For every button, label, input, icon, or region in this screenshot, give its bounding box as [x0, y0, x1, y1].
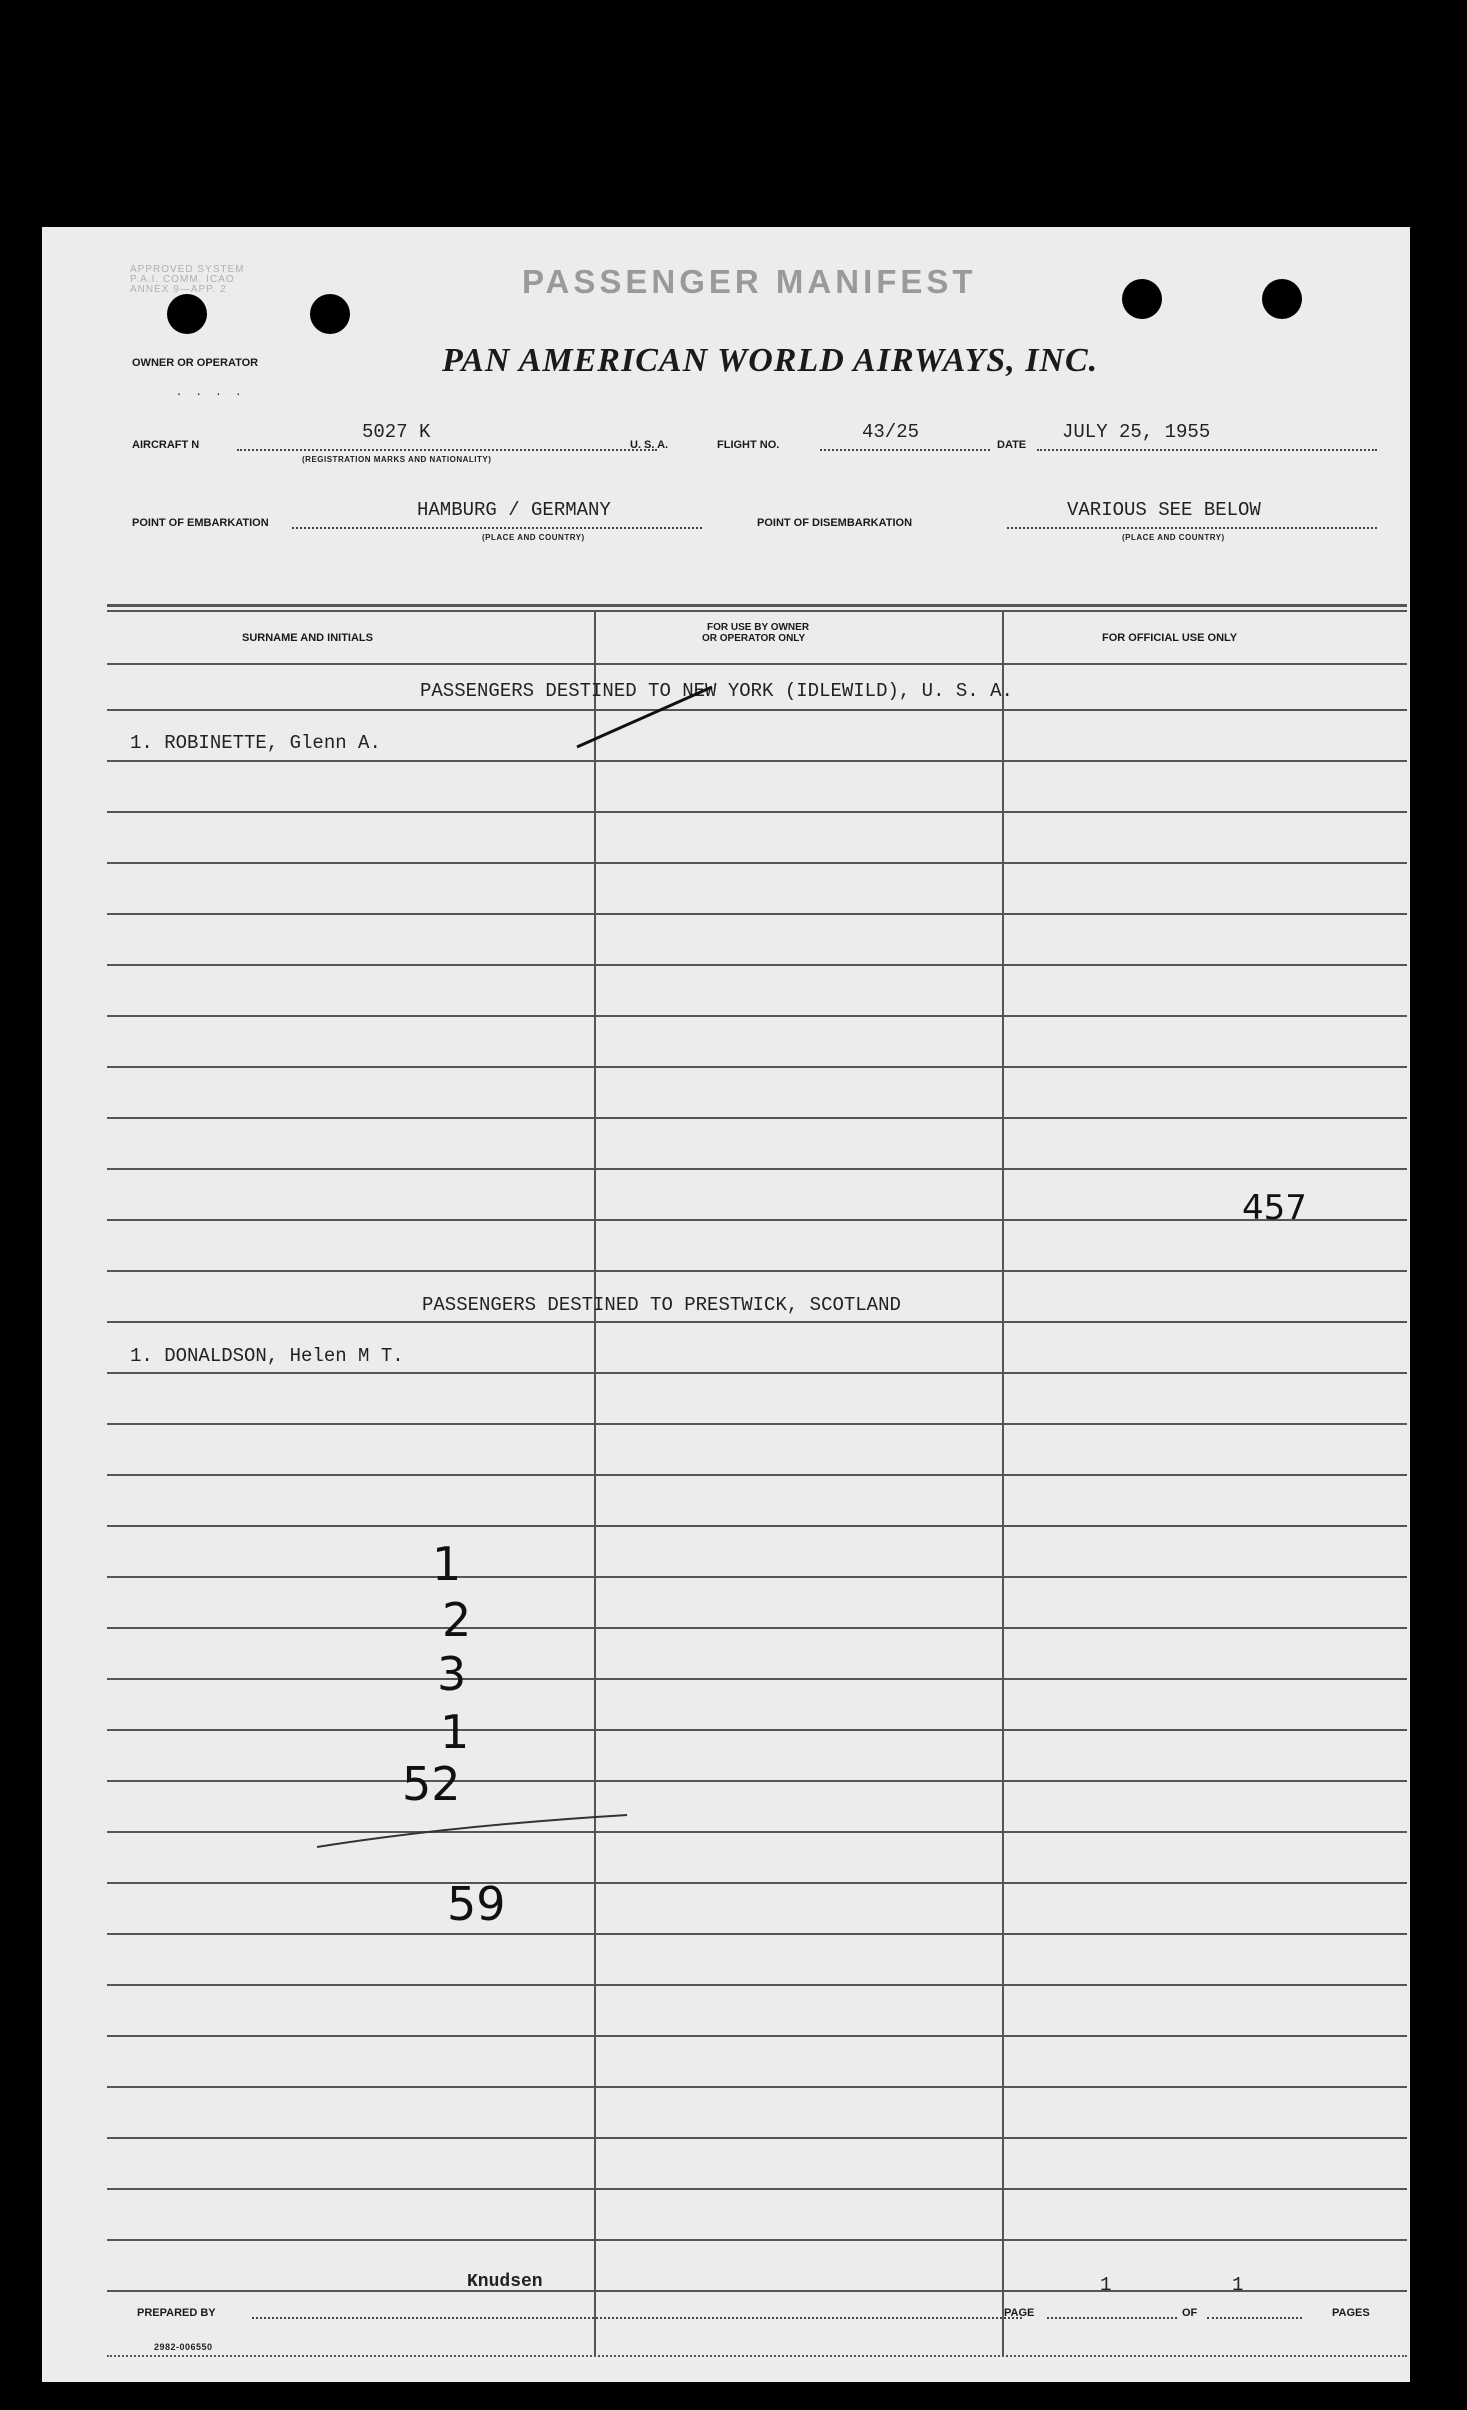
row-rule	[107, 1678, 1407, 1680]
row-rule	[107, 1933, 1407, 1935]
form-number: 2982-006550	[154, 2342, 213, 2352]
section-heading: PASSENGERS DESTINED TO PRESTWICK, SCOTLAND	[422, 1294, 901, 1316]
manifest-sheet	[42, 227, 1410, 2382]
column-header-surname: SURNAME AND INITIALS	[242, 632, 373, 644]
prepared-by-label: PREPARED BY	[137, 2307, 216, 2319]
prepared-by-value: Knudsen	[467, 2272, 543, 2292]
table-top-border-2	[107, 610, 1407, 612]
flight-value: 43/25	[862, 421, 920, 443]
of-value: 1	[1232, 2274, 1244, 2296]
aircraft-label: AIRCRAFT N	[132, 439, 200, 451]
flight-label: FLIGHT NO.	[717, 439, 780, 451]
disembarkation-label: POINT OF DISEMBARKATION	[757, 517, 913, 529]
embarkation-sublabel: (PLACE AND COUNTRY)	[482, 533, 585, 542]
table-top-border	[107, 604, 1407, 607]
punch-hole	[310, 294, 350, 334]
row-rule	[107, 1780, 1407, 1782]
column-header-owner-line2: OR OPERATOR ONLY	[702, 633, 806, 644]
of-label: OF	[1182, 2307, 1198, 2319]
passenger-entry: 1. DONALDSON, Helen M T.	[130, 1345, 404, 1367]
row-rule	[107, 1525, 1407, 1527]
column-divider	[594, 610, 596, 2355]
row-rule	[107, 709, 1407, 711]
punch-hole	[167, 294, 207, 334]
column-header-owner-line1: FOR USE BY OWNER	[707, 622, 810, 633]
page-label: PAGE	[1004, 2307, 1035, 2319]
row-rule	[107, 1270, 1407, 1272]
row-rule	[107, 862, 1407, 864]
disembarkation-underline	[1007, 527, 1377, 529]
column-header-official: FOR OFFICIAL USE ONLY	[1102, 632, 1238, 644]
official-number-handwritten: 457	[1242, 1188, 1307, 1228]
row-rule	[107, 2035, 1407, 2037]
of-underline	[1207, 2317, 1302, 2319]
date-underline	[1037, 449, 1377, 451]
disembarkation-value: VARIOUS SEE BELOW	[1067, 499, 1261, 521]
row-rule	[107, 2188, 1407, 2190]
prepared-by-underline	[252, 2317, 1022, 2319]
tally-underline-stroke	[312, 1812, 632, 1852]
usa-label: U. S. A.	[630, 439, 669, 451]
page-value: 1	[1100, 2274, 1112, 2296]
row-rule	[107, 1627, 1407, 1629]
tally-handwritten: 3	[437, 1647, 467, 1701]
aircraft-value: 5027 K	[362, 421, 431, 443]
row-rule	[107, 2086, 1407, 2088]
row-rule	[107, 811, 1407, 813]
tally-handwritten: 1	[440, 1705, 470, 1759]
punch-hole	[1262, 279, 1302, 319]
tally-total-handwritten: 59	[447, 1877, 506, 1931]
row-rule	[107, 2239, 1407, 2241]
row-rule	[107, 1066, 1407, 1068]
embarkation-label: POINT OF EMBARKATION	[132, 517, 269, 529]
row-rule	[107, 1015, 1407, 1017]
pages-label: PAGES	[1332, 2307, 1370, 2319]
row-rule	[107, 1321, 1407, 1323]
row-rule	[107, 1576, 1407, 1578]
page-underline	[1047, 2317, 1177, 2319]
aircraft-sublabel: (REGISTRATION MARKS AND NATIONALITY)	[302, 455, 492, 464]
row-rule	[107, 1474, 1407, 1476]
row-rule	[107, 1117, 1407, 1119]
disembarkation-sublabel: (PLACE AND COUNTRY)	[1122, 533, 1225, 542]
table-bottom-border	[107, 2355, 1407, 2357]
row-rule	[107, 1219, 1407, 1221]
operator-dots: . . . .	[177, 382, 247, 398]
row-rule	[107, 913, 1407, 915]
embarkation-value: HAMBURG / GERMANY	[417, 499, 611, 521]
row-rule	[107, 1168, 1407, 1170]
tally-handwritten: 2	[442, 1593, 472, 1647]
tally-handwritten: 52	[402, 1757, 461, 1811]
row-rule	[107, 1423, 1407, 1425]
row-rule	[107, 760, 1407, 762]
row-rule	[107, 663, 1407, 665]
aircraft-underline	[237, 449, 657, 451]
row-rule	[107, 1984, 1407, 1986]
column-divider	[1002, 610, 1004, 2355]
date-label: DATE	[997, 439, 1027, 451]
row-rule	[107, 964, 1407, 966]
punch-hole	[1122, 279, 1162, 319]
date-value: JULY 25, 1955	[1062, 421, 1211, 443]
row-rule	[107, 2137, 1407, 2139]
row-rule	[107, 1729, 1407, 1731]
approval-note: APPROVED SYSTEM P.A.I. COMM. ICAO ANNEX 9—APP. 2	[130, 264, 245, 295]
row-rule	[107, 2290, 1407, 2292]
row-rule	[107, 1882, 1407, 1884]
tally-handwritten: 1	[432, 1537, 462, 1591]
operator-name: PAN AMERICAN WORLD AIRWAYS, INC.	[442, 342, 1099, 379]
row-rule	[107, 1372, 1407, 1374]
flight-underline	[820, 449, 990, 451]
check-mark-stroke	[572, 682, 722, 752]
owner-label: OWNER OR OPERATOR	[132, 357, 259, 369]
row-rule	[107, 1831, 1407, 1833]
form-title: PASSENGER MANIFEST	[522, 263, 977, 300]
section-heading: PASSENGERS DESTINED TO NEW YORK (IDLEWILD), U. S. A.	[420, 680, 1013, 702]
embarkation-underline	[292, 527, 702, 529]
passenger-entry: 1. ROBINETTE, Glenn A.	[130, 732, 381, 754]
